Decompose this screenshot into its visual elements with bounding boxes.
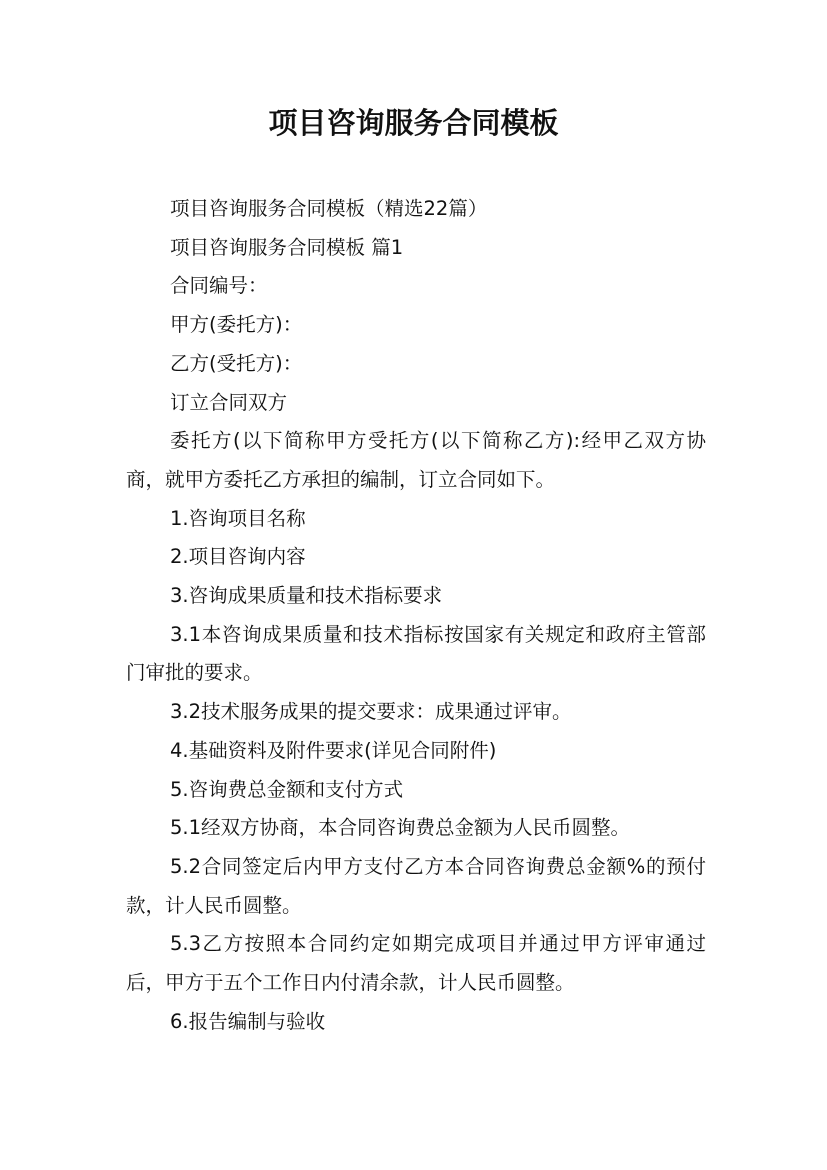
paragraph-intro: 委托方(以下简称甲方受托方(以下简称乙方):经甲乙双方协商，就甲方委托乙方承担的编制，订立合同如下。 bbox=[126, 429, 706, 491]
paragraph-party-b: 乙方(受托方)： bbox=[170, 351, 303, 375]
paragraph-item-6: 6.报告编制与验收 bbox=[170, 1009, 326, 1033]
paragraph-heading: 项目咨询服务合同模板（精选22篇） bbox=[170, 197, 488, 220]
paragraph-parties: 订立合同双方 bbox=[170, 390, 288, 414]
paragraph-item-5-2: 5.2合同签定后内甲方支付乙方本合同咨询费总金额%的预付款，计人民币圆整。 bbox=[126, 854, 706, 917]
paragraph-item-1: 1.咨询项目名称 bbox=[170, 506, 306, 530]
paragraph-item-3-1: 3.1本咨询成果质量和技术指标按国家有关规定和政府主管部门审批的要求。 bbox=[126, 622, 706, 685]
paragraph-item-5-1: 5.1经双方协商，本合同咨询费总金额为人民币圆整。 bbox=[170, 816, 631, 840]
paragraph-party-a: 甲方(委托方)： bbox=[170, 313, 303, 337]
paragraph-item-2: 2.项目咨询内容 bbox=[170, 545, 306, 569]
paragraph-item-3: 3.咨询成果质量和技术指标要求 bbox=[170, 584, 443, 608]
paragraph-item-5: 5.咨询费总金额和支付方式 bbox=[170, 777, 404, 801]
paragraph-item-5-3: 5.3乙方按照本合同约定如期完成项目并通过甲方评审通过后，甲方于五个工作日内付清余款，计人民币圆整。 bbox=[126, 932, 706, 995]
paragraph-part-title: 项目咨询服务合同模板 篇1 bbox=[170, 235, 404, 259]
paragraph-item-3-2: 3.2技术服务成果的提交要求：成果通过评审。 bbox=[170, 700, 572, 724]
paragraph-contract-number: 合同编号： bbox=[170, 274, 268, 298]
document-title: 项目咨询服务合同模板 bbox=[268, 106, 559, 140]
paragraph-item-4: 4.基础资料及附件要求(详见合同附件) bbox=[170, 738, 497, 762]
document-body bbox=[126, 190, 706, 1041]
